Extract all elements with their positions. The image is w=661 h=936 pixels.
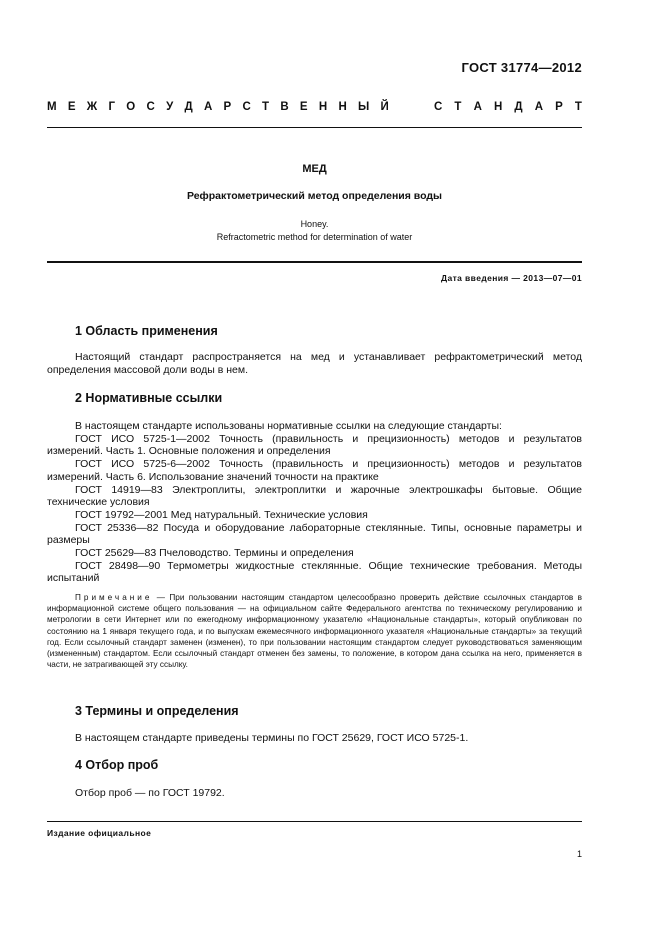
note-label: Примечание: [75, 593, 153, 602]
page-number: 1: [576, 849, 582, 859]
reference-item: ГОСТ 28498—90 Термометры жидкостные стеклянные. Общие технические требования. Методы испытаний: [47, 559, 582, 585]
section-4-text: Отбор проб — по ГОСТ 19792.: [75, 787, 225, 799]
reference-item: ГОСТ 19792—2001 Мед натуральный. Технические условия: [75, 508, 368, 521]
references-note: [47, 592, 582, 670]
reference-item: ГОСТ 25629—83 Пчеловодство. Термины и определения: [75, 547, 354, 560]
reference-item: ГОСТ ИСО 5725-1—2002 Точность (правильность и прецизионность) методов и результатов измерений. Часть 1. Основные положения и определения: [47, 432, 582, 458]
title-rule: [47, 261, 582, 263]
english-title-line2: Refractometric method for determination of water: [216, 232, 413, 242]
normative-references-list: [47, 420, 582, 585]
edition-label: Издание официальное: [47, 828, 152, 838]
section-1-text: Настоящий стандарт распространяется на мед и устанавливает рефрактометрический метод определения массовой доли воды в нем.: [47, 351, 582, 376]
section-2-heading: 2 Нормативные ссылки: [75, 391, 223, 405]
document-subtitle: Рефрактометрический метод определения воды: [186, 190, 443, 202]
header-rule: [47, 127, 582, 128]
standard-type-heading: [47, 101, 582, 113]
reference-item: ГОСТ 14919—83 Электроплиты, электроплитки и жарочные электрошкафы бытовые. Общие технические условия: [47, 483, 582, 509]
gost-number: ГОСТ 31774—2012: [461, 60, 582, 75]
reference-item: ГОСТ ИСО 5725-6—2002 Точность (правильность и прецизионность) методов и результатов измерений. Часть 6. Использование значений точности на практике: [47, 458, 582, 483]
english-title-line1: Honey.: [300, 219, 329, 229]
reference-item: ГОСТ 25336—82 Посуда и оборудование лабораторные стеклянные. Типы, основные параметры и размеры: [47, 521, 582, 547]
section-3-text: В настоящем стандарте приведены термины по ГОСТ 25629, ГОСТ ИСО 5725-1.: [75, 732, 469, 744]
section-4-heading: 4 Отбор проб: [75, 758, 159, 772]
footer-rule: [47, 821, 582, 822]
document-title: МЕД: [302, 163, 327, 175]
introduction-date: Дата введения — 2013—07—01: [441, 273, 582, 283]
section-3-heading: 3 Термины и определения: [75, 704, 239, 718]
standard-type-word-standard: С Т А Н Д А Р Т: [434, 101, 582, 113]
note-text: — При пользовании настоящим стандартом целесообразно проверить действие ссылочных стандартов в информационной системе общего пользования — на официальном сайте Федерального агентства по техническому регулированию и метрологии в сети Интернет или по ежегодному информационному указателю «Национальные стандарты», который опубликован по состоянию на 1 января текущего года, и по выпускам ежемесячного информационного указателя «Национальные стандарты» за текущий год. Если ссылочный стандарт заменен (изменен), то при пользовании настоящим стандартом следует руководствоваться заменяющим (измененным) стандартом. Если ссылочный стандарт отменен без замены, то положение, в котором дана ссылка на него, применяется в части, не затрагивающей эту ссылку.: [47, 593, 582, 670]
standard-type-word-interstate: М Е Ж Г О С У Д А Р С Т В Е Н Н Ы Й: [47, 101, 389, 113]
section-1-heading: 1 Область применения: [75, 324, 218, 338]
references-intro: В настоящем стандарте использованы нормативные ссылки на следующие стандарты:: [75, 420, 502, 432]
